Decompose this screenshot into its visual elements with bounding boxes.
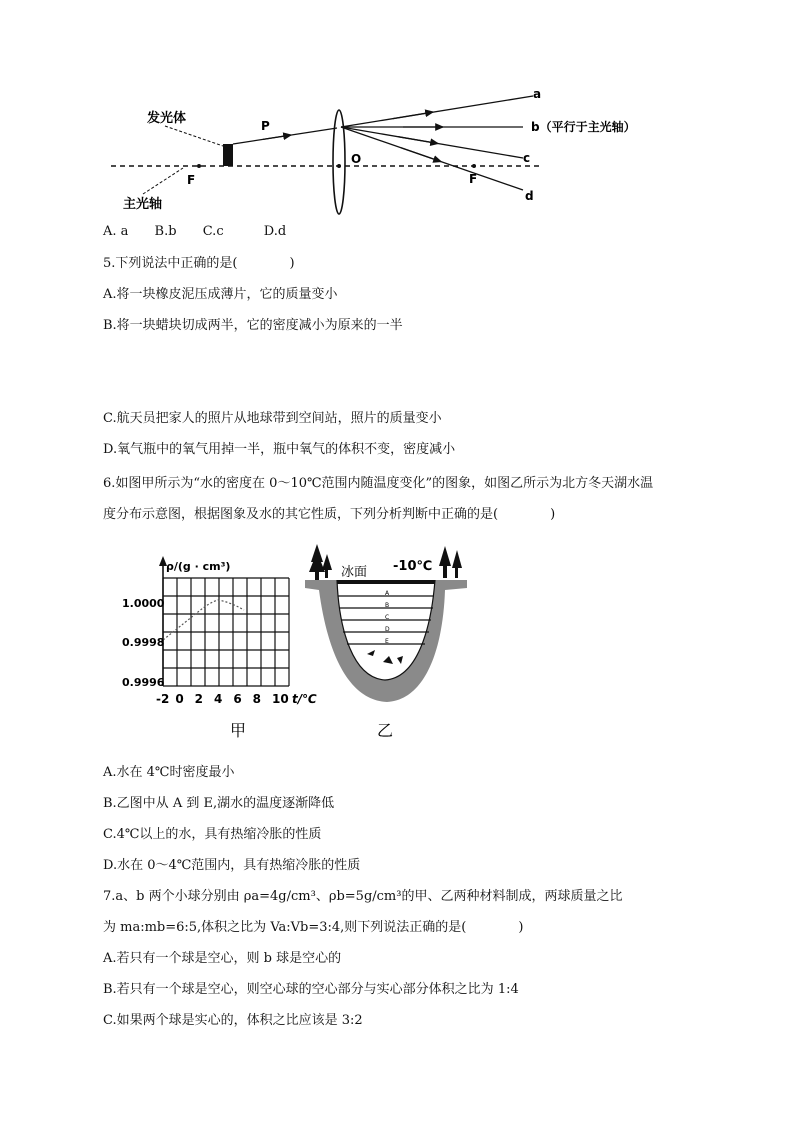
- label-ray-d: d: [525, 189, 534, 203]
- layer-label-b: B: [385, 602, 390, 609]
- q4-option-a: A. a: [103, 224, 129, 239]
- label-axis: 主光轴: [123, 197, 163, 212]
- caption-yi: 乙: [377, 721, 394, 740]
- x-tick-label: 10: [272, 692, 289, 706]
- q5-option-d: D.氧气瓶中的氧气用掉一半，瓶中氧气的体积不变，密度减小: [103, 442, 456, 457]
- q6-option-a: A.水在 4℃时密度最小: [103, 765, 235, 780]
- tree-icon: [309, 544, 332, 580]
- label-o: O: [351, 152, 362, 166]
- label-ray-b: b（平行于主光轴）: [531, 120, 636, 134]
- label-emitter: 发光体: [147, 111, 187, 126]
- y-tick-3: 0.9996: [122, 676, 165, 689]
- ray-a: [341, 96, 533, 127]
- focus-point-left: [197, 164, 201, 168]
- layer-label-a: A: [385, 590, 390, 597]
- q6-stem-line1: 6.如图甲所示为“水的密度在 0～10℃范围内随温度变化”的图象，如图乙所示为北方冬天湖水温: [103, 476, 654, 491]
- q5-option-a: A.将一块橡皮泥压成薄片，它的质量变小: [103, 287, 338, 302]
- label-f-right: F: [469, 172, 478, 186]
- caption-jia: 甲: [230, 721, 247, 740]
- q7-option-b: B.若只有一个球是空心，则空心球的空心部分与实心部分体积之比为 1:4: [103, 982, 519, 997]
- x-tick-label: 4: [214, 692, 223, 706]
- q6-option-c: C.4℃以上的水，具有热缩冷胀的性质: [103, 827, 322, 842]
- focus-point-right: [472, 164, 476, 168]
- q4-option-d: D.d: [263, 224, 287, 239]
- x-tick-label: -2: [156, 692, 170, 706]
- x-axis-label: t/℃: [292, 692, 317, 706]
- q4-option-b: B.b: [154, 224, 177, 239]
- q5-option-c: C.航天员把家人的照片从地球带到空间站，照片的质量变小: [103, 411, 442, 426]
- chart-grid: [163, 578, 289, 686]
- q7-option-a: A.若只有一个球是空心，则 b 球是空心的: [103, 951, 342, 966]
- lake-temperature-diagram: [305, 540, 475, 740]
- label-p: P: [261, 119, 270, 133]
- y-tick-1: 1.0000: [122, 597, 165, 610]
- y-axis-label: ρ/(g · cm³): [166, 560, 231, 573]
- layer-label-c: C: [385, 614, 390, 621]
- tree-icon: [439, 546, 462, 578]
- q6-option-d: D.水在 0～4℃范围内，具有热缩冷胀的性质: [103, 858, 361, 873]
- lens-ray-diagram: [103, 86, 663, 218]
- q7-stem-line1: 7.a、b 两个小球分别由 ρa=4g/cm³、ρb=5g/cm³的甲、乙两种材料制成，两球质量之比: [103, 889, 623, 904]
- label-ray-c: c: [523, 151, 531, 165]
- q7-option-c: C.如果两个球是实心的，体积之比应该是 3:2: [103, 1013, 363, 1028]
- x-tick-label: 6: [233, 692, 242, 706]
- x-tick-label: 8: [252, 692, 262, 706]
- q4-option-c: C.c: [202, 224, 224, 239]
- ice-surface: [337, 580, 435, 584]
- x-tick-label: 2: [194, 692, 204, 706]
- y-tick-2: 0.9998: [122, 636, 165, 649]
- layer-label-d: D: [385, 626, 390, 633]
- q5-option-b: B.将一块蜡块切成两半，它的密度减小为原来的一半: [103, 318, 403, 333]
- luminous-object: [223, 144, 233, 166]
- label-f-left: F: [187, 173, 196, 187]
- q6-option-b: B.乙图中从 A 到 E,湖水的温度逐渐降低: [103, 796, 335, 811]
- label-temp: -10℃: [393, 559, 433, 574]
- x-tick-label: 0: [175, 692, 184, 706]
- optical-center: [337, 164, 341, 168]
- q5-stem: 5.下列说法中正确的是( ): [103, 256, 295, 271]
- label-ray-a: a: [533, 87, 542, 101]
- convex-lens: [333, 110, 345, 214]
- layer-label-e: E: [385, 638, 389, 645]
- density-temperature-chart: [118, 548, 318, 748]
- density-curve: [163, 600, 244, 640]
- label-ice: 冰面: [341, 565, 368, 580]
- q4-options: [103, 224, 286, 240]
- q7-stem-line2: 为 ma:mb=6:5,体积之比为 Va:Vb=3:4,则下列说法正确的是( ): [103, 920, 524, 935]
- q6-stem-line2: 度分布示意图，根据图象及水的其它性质，下列分析判断中正确的是( ): [103, 507, 556, 522]
